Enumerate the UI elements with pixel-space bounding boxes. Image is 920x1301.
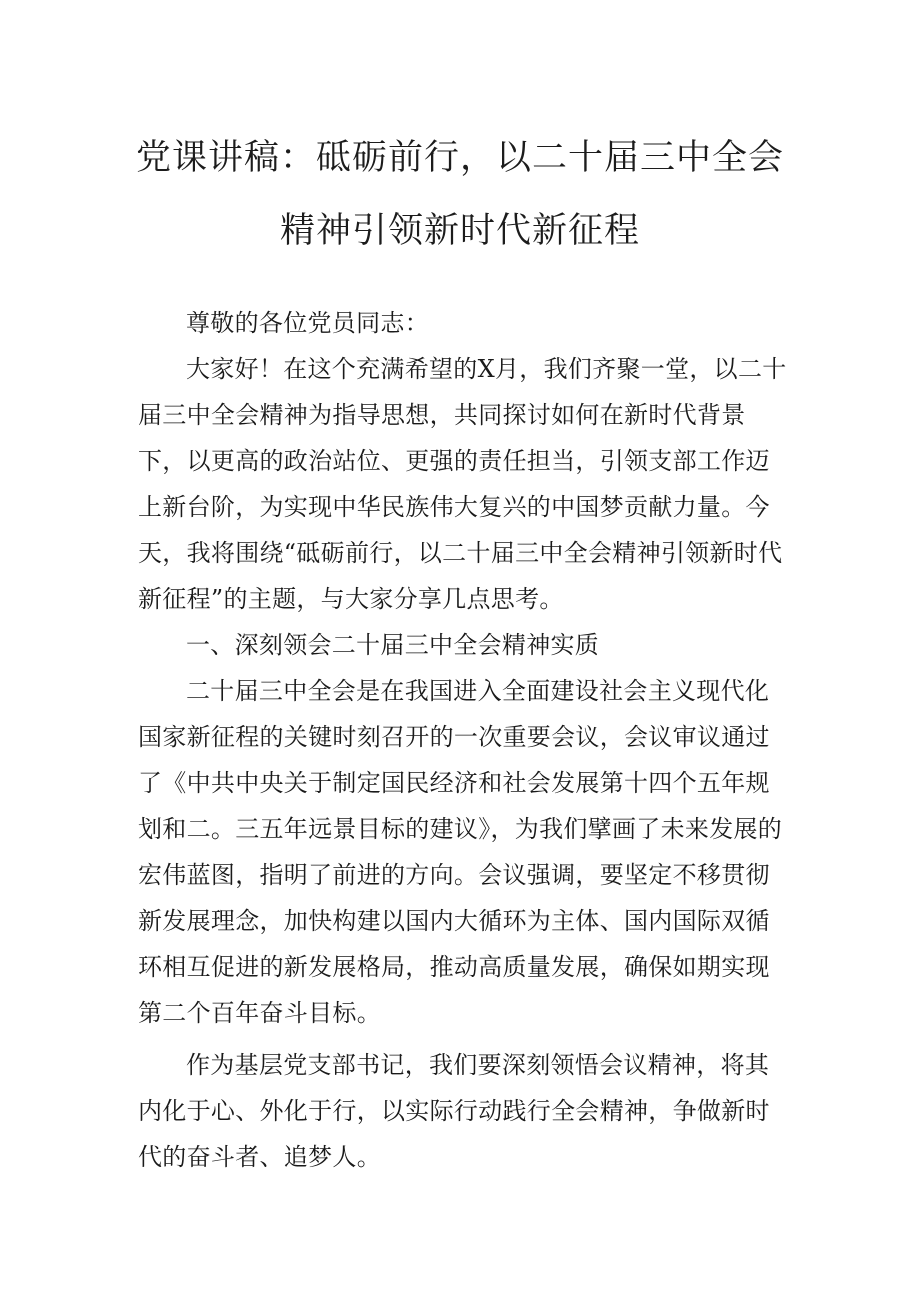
document-title-line-2: 精神引领新时代新征程 [279,211,640,251]
paragraph-secretary: 作为基层党支部书记，我们要深刻领悟会议精神，将其内化于心、外化于行，以实际行动践行全会精神，争做新时代的奋斗者、追梦人。 [138,1051,770,1171]
salutation: 尊敬的各位党员同志： [186,309,429,337]
section-heading: 一、深刻领会二十届三中全会精神实质 [186,631,600,659]
document-title-line-1: 党课讲稿：砥砺前行，以二十届三中全会 [135,138,784,178]
paragraph-plenum: 二十届三中全会是在我国进入全面建设社会主义现代化国家新征程的关键时刻召开的一次重要会议，会议审议通过了《中共中央关于制定国民经济和社会发展第十四个五年规划和二。三五年远景目标的建议》，为我们擘画了未来发展的宏伟蓝图，指明了前进的方向。会议强调，要坚定不移贯彻新发展理念，加快构建以国内大循环为主体、国内国际双循环相互促进的新发展格局，推动高质量发展，确保如期实现第二个百年奋斗目标。 [138,677,783,1027]
document-body [138,300,788,1180]
paragraph-greeting: 大家好！在这个充满希望的X月，我们齐聚一堂，以二十届三中全会精神为指导思想，共同探讨如何在新时代背景下，以更高的政治站位、更强的责任担当，引领支部工作迈上新台阶，为实现中华民族伟大复兴的中国梦贡献力量。今天，我将围绕“砥砺前行，以二十届三中全会精神引领新时代新征程”的主题，与大家分享几点思考。 [138,355,787,613]
